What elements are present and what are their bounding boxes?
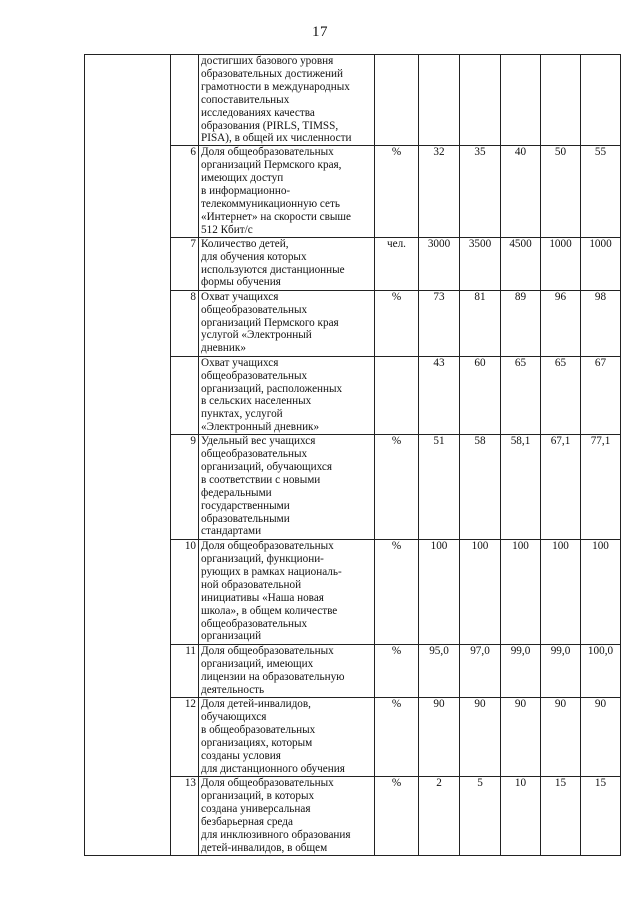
- value-cell: 65: [541, 356, 581, 434]
- value-cell: 67: [581, 356, 621, 434]
- indicators-table: [84, 54, 621, 856]
- value-cell: 4500: [501, 237, 541, 290]
- value-cell: 55: [581, 146, 621, 237]
- row-number: 13: [171, 777, 199, 855]
- value-cell: 96: [541, 290, 581, 356]
- value-cell: 58,1: [501, 435, 541, 540]
- value-cell: [501, 55, 541, 146]
- value-cell: 10: [501, 777, 541, 855]
- value-cell: 90: [419, 698, 460, 777]
- value-cell: [460, 55, 501, 146]
- value-cell: 90: [581, 698, 621, 777]
- page-number: 17: [312, 24, 328, 40]
- value-cell: 98: [581, 290, 621, 356]
- value-cell: 100,0: [581, 645, 621, 698]
- unit-cell: %: [375, 698, 419, 777]
- unit-cell: чел.: [375, 237, 419, 290]
- unit-cell: %: [375, 435, 419, 540]
- value-cell: [581, 55, 621, 146]
- value-cell: 90: [541, 698, 581, 777]
- value-cell: 65: [501, 356, 541, 434]
- value-cell: 89: [501, 290, 541, 356]
- value-cell: 100: [541, 540, 581, 645]
- indicator-description: Доля общеобразовательных организаций, в которых создана универсальная безбарьерная среда для инклюзивного образования детей-инвалидов, в общем: [199, 777, 375, 855]
- value-cell: 35: [460, 146, 501, 237]
- value-cell: 95,0: [419, 645, 460, 698]
- indicator-description: Доля детей-инвалидов, обучающихся в общеобразовательных организациях, которым созданы условия для дистанционного обучения: [199, 698, 375, 777]
- blank-column: [85, 55, 171, 856]
- indicator-description: достигших базового уровня образовательных достижений грамотности в международных сопоставительных исследованиях качества образования (PIRLS, TIMSS, PISA), в общей их численности: [199, 55, 375, 146]
- value-cell: 100: [419, 540, 460, 645]
- value-cell: 77,1: [581, 435, 621, 540]
- value-cell: 90: [501, 698, 541, 777]
- value-cell: 1000: [581, 237, 621, 290]
- row-number: [171, 55, 199, 146]
- value-cell: 3000: [419, 237, 460, 290]
- value-cell: 51: [419, 435, 460, 540]
- value-cell: 67,1: [541, 435, 581, 540]
- value-cell: 99,0: [541, 645, 581, 698]
- indicator-description: Доля общеобразовательных организаций Пермского края, имеющих доступ в информационно- телекоммуникационную сеть «Интернет» на скорости свыше 512 Кбит/с: [199, 146, 375, 237]
- unit-cell: %: [375, 540, 419, 645]
- unit-cell: [375, 55, 419, 146]
- unit-cell: %: [375, 777, 419, 855]
- indicator-description: Доля общеобразовательных организаций, имеющих лицензии на образовательную деятельность: [199, 645, 375, 698]
- row-number: 6: [171, 146, 199, 237]
- row-number: 9: [171, 435, 199, 540]
- value-cell: [419, 55, 460, 146]
- value-cell: 43: [419, 356, 460, 434]
- value-cell: 97,0: [460, 645, 501, 698]
- table-row: [85, 55, 621, 146]
- value-cell: 81: [460, 290, 501, 356]
- value-cell: [541, 55, 581, 146]
- value-cell: 60: [460, 356, 501, 434]
- value-cell: 40: [501, 146, 541, 237]
- value-cell: 99,0: [501, 645, 541, 698]
- row-number: 7: [171, 237, 199, 290]
- unit-cell: %: [375, 146, 419, 237]
- value-cell: 100: [581, 540, 621, 645]
- row-number: 8: [171, 290, 199, 356]
- value-cell: 5: [460, 777, 501, 855]
- value-cell: 15: [541, 777, 581, 855]
- value-cell: 3500: [460, 237, 501, 290]
- value-cell: 32: [419, 146, 460, 237]
- indicator-description: Удельный вес учащихся общеобразовательных организаций, обучающихся в соответствии с новыми федеральными государственными образовательными стандартами: [199, 435, 375, 540]
- row-number: 10: [171, 540, 199, 645]
- unit-cell: %: [375, 645, 419, 698]
- row-number: [171, 356, 199, 434]
- value-cell: 100: [460, 540, 501, 645]
- value-cell: 2: [419, 777, 460, 855]
- value-cell: 73: [419, 290, 460, 356]
- value-cell: 58: [460, 435, 501, 540]
- unit-cell: [375, 356, 419, 434]
- indicator-description: Количество детей, для обучения которых используются дистанционные формы обучения: [199, 237, 375, 290]
- indicator-description: Охват учащихся общеобразовательных организаций, расположенных в сельских населенных пунктах, услугой «Электронный дневник»: [199, 356, 375, 434]
- row-number: 12: [171, 698, 199, 777]
- unit-cell: %: [375, 290, 419, 356]
- row-number: 11: [171, 645, 199, 698]
- value-cell: 50: [541, 146, 581, 237]
- value-cell: 90: [460, 698, 501, 777]
- value-cell: 15: [581, 777, 621, 855]
- value-cell: 100: [501, 540, 541, 645]
- value-cell: 1000: [541, 237, 581, 290]
- indicator-description: Доля общеобразовательных организаций, функциони- рующих в рамках националь- ной образовательной инициативы «Наша новая школа», в общем количестве общеобразовательных организаций: [199, 540, 375, 645]
- indicator-description: Охват учащихся общеобразовательных организаций Пермского края услугой «Электронный дневник»: [199, 290, 375, 356]
